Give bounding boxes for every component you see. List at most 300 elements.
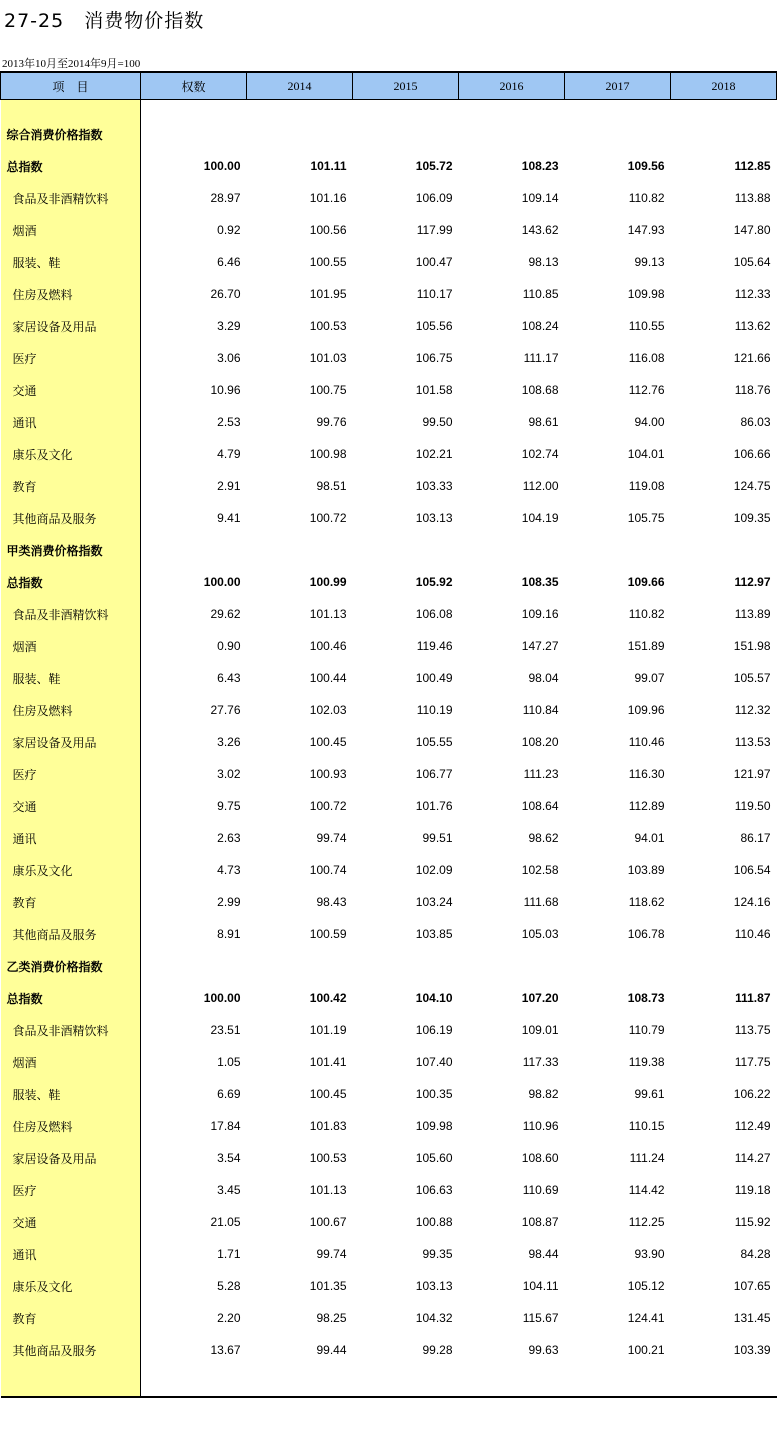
index-value: 101.13 [309,1183,347,1197]
empty-cell [671,950,777,982]
index-value: 100.93 [309,767,347,781]
empty-cell [459,1366,565,1397]
index-value: 99.28 [422,1343,453,1357]
index-value: 99.07 [634,671,665,685]
table-header-row [1,72,777,100]
index-value: 119.18 [734,1183,771,1197]
index-value: 106.78 [627,927,665,941]
weight-value: 6.46 [217,255,241,269]
table-row [1,310,777,342]
index-value: 98.44 [528,1247,559,1261]
index-value: 100.67 [309,1215,347,1229]
empty-cell [565,950,671,982]
index-value: 105.92 [415,575,453,589]
index-value: 147.27 [521,639,559,653]
table-row [1,374,777,406]
table-row [1,886,777,918]
weight-value: 3.29 [217,319,241,333]
index-value: 101.35 [309,1279,347,1293]
row-label: 总指数 [1,982,141,1014]
weight-value: 1.71 [217,1247,241,1261]
table-row [1,470,777,502]
index-value: 121.97 [733,767,771,781]
index-value: 110.15 [628,1119,665,1133]
table-row [1,1174,777,1206]
index-value: 101.13 [309,607,347,621]
weight-value: 3.45 [217,1183,241,1197]
index-value: 99.76 [316,415,347,429]
index-value: 93.90 [634,1247,665,1261]
table-row [1,1046,777,1078]
weight-value: 0.92 [217,223,241,237]
index-value: 98.43 [316,895,347,909]
index-value: 109.98 [415,1119,453,1133]
weight-value: 4.79 [217,447,241,461]
index-value: 99.44 [316,1343,347,1357]
row-label: 医疗 [1,342,141,374]
row-label: 其他商品及服务 [1,1334,141,1366]
header-item: 项 目 [1,72,141,100]
index-value: 118.76 [734,383,771,397]
empty-cell [141,118,247,150]
index-value: 106.22 [733,1087,771,1101]
row-label: 服装、鞋 [1,1078,141,1110]
index-value: 107.20 [521,991,559,1005]
header-weight: 权数 [141,72,247,100]
index-value: 103.13 [415,1279,453,1293]
index-value: 103.89 [627,863,665,877]
table-row [1,1334,777,1366]
index-value: 109.96 [627,703,665,717]
index-value: 106.77 [415,767,453,781]
index-value: 108.64 [521,799,559,813]
weight-value: 6.43 [217,671,241,685]
index-value: 99.35 [422,1247,453,1261]
row-label: 烟酒 [1,214,141,246]
table-row [1,822,777,854]
row-label: 烟酒 [1,630,141,662]
index-value: 99.74 [316,1247,347,1261]
row-label: 康乐及文化 [1,854,141,886]
index-value: 106.66 [733,447,771,461]
index-value: 124.41 [627,1311,665,1325]
weight-value: 8.91 [217,927,241,941]
index-value: 121.66 [733,351,771,365]
index-value: 110.19 [416,703,453,717]
empty-cell [671,534,777,566]
index-value: 112.33 [734,287,771,301]
empty-cell [141,100,247,119]
row-label: 住房及燃料 [1,278,141,310]
row-label: 总指数 [1,150,141,182]
row-label: 医疗 [1,758,141,790]
table-row [1,662,777,694]
index-value: 103.24 [415,895,453,909]
index-value: 98.13 [528,255,559,269]
index-value: 105.03 [521,927,559,941]
weight-value: 17.84 [210,1119,241,1133]
weight-value: 3.26 [217,735,241,749]
index-value: 111.17 [523,351,559,365]
index-value: 113.88 [734,191,771,205]
weight-value: 9.75 [217,799,241,813]
row-label: 康乐及文化 [1,438,141,470]
index-value: 110.79 [628,1023,665,1037]
index-value: 101.16 [309,191,347,205]
row-label: 通讯 [1,406,141,438]
section-title: 甲类消费价格指数 [1,534,141,566]
index-value: 86.03 [740,415,771,429]
empty-cell [459,534,565,566]
empty-cell [459,950,565,982]
table-row [1,1110,777,1142]
index-value: 98.51 [316,479,347,493]
index-value: 86.17 [740,831,771,845]
weight-value: 5.28 [217,1279,241,1293]
index-value: 84.28 [740,1247,771,1261]
index-value: 108.24 [521,319,559,333]
empty-cell [141,534,247,566]
row-label: 交通 [1,1206,141,1238]
index-value: 106.09 [415,191,453,205]
index-value: 105.55 [415,735,453,749]
index-value: 99.74 [316,831,347,845]
empty-cell [141,1366,247,1397]
index-value: 119.08 [628,479,665,493]
row-label: 住房及燃料 [1,1110,141,1142]
index-value: 100.74 [309,863,347,877]
row-label: 医疗 [1,1174,141,1206]
index-value: 114.42 [628,1183,665,1197]
table-row [1,758,777,790]
row-label: 家居设备及用品 [1,1142,141,1174]
row-label: 交通 [1,790,141,822]
index-value: 119.38 [628,1055,665,1069]
total-row [1,982,777,1014]
table-row [1,1270,777,1302]
index-value: 100.21 [627,1343,665,1357]
index-value: 115.92 [734,1215,771,1229]
index-value: 111.23 [523,767,559,781]
row-label: 食品及非酒精饮料 [1,182,141,214]
index-value: 110.82 [628,607,665,621]
index-value: 107.65 [733,1279,771,1293]
index-value: 100.72 [309,511,347,525]
empty-cell [247,1366,353,1397]
index-value: 108.68 [521,383,559,397]
index-value: 98.61 [528,415,559,429]
table-row [1,278,777,310]
index-value: 101.76 [415,799,453,813]
empty-cell [459,100,565,119]
index-value: 109.66 [627,575,665,589]
index-value: 119.46 [416,639,453,653]
empty-cell [565,118,671,150]
index-value: 105.75 [627,511,665,525]
index-value: 94.00 [634,415,665,429]
index-value: 143.62 [521,223,559,237]
empty-cell [459,118,565,150]
index-value: 147.80 [733,223,771,237]
index-value: 115.67 [522,1311,559,1325]
index-value: 110.69 [522,1183,559,1197]
row-label: 通讯 [1,822,141,854]
index-value: 113.53 [734,735,771,749]
index-value: 102.58 [521,863,559,877]
index-value: 101.58 [415,383,453,397]
index-value: 110.84 [522,703,559,717]
row-label: 家居设备及用品 [1,310,141,342]
index-value: 106.08 [415,607,453,621]
index-value: 103.13 [415,511,453,525]
weight-value: 2.99 [217,895,241,909]
index-value: 117.75 [734,1055,771,1069]
weight-value: 2.53 [217,415,241,429]
weight-value: 28.97 [210,191,241,205]
index-value: 111.68 [523,895,559,909]
index-value: 124.16 [733,895,771,909]
index-value: 117.33 [522,1055,559,1069]
index-value: 101.83 [309,1119,347,1133]
empty-cell [671,118,777,150]
index-value: 151.89 [627,639,665,653]
table-row [1,1078,777,1110]
weight-value: 2.91 [217,479,241,493]
weight-value: 3.54 [217,1151,241,1165]
index-value: 102.09 [415,863,453,877]
index-value: 112.97 [734,575,771,589]
index-value: 105.57 [733,671,771,685]
table-row [1,214,777,246]
index-value: 100.35 [415,1087,453,1101]
index-value: 100.88 [415,1215,453,1229]
weight-value: 2.63 [217,831,241,845]
index-value: 103.85 [415,927,453,941]
index-value: 104.10 [415,991,453,1005]
index-value: 106.63 [415,1183,453,1197]
table-row [1,1238,777,1270]
index-value: 101.19 [309,1023,347,1037]
index-value: 112.85 [734,159,771,173]
index-value: 99.13 [634,255,665,269]
index-value: 110.46 [628,735,665,749]
index-value: 114.27 [734,1151,771,1165]
index-value: 99.51 [422,831,453,845]
table-row [1,694,777,726]
index-value: 110.96 [522,1119,559,1133]
table-body [1,100,777,1398]
index-value: 100.44 [309,671,347,685]
index-value: 107.40 [415,1055,453,1069]
index-value: 113.89 [734,607,771,621]
index-value: 109.16 [521,607,559,621]
index-value: 100.56 [309,223,347,237]
row-label: 总指数 [1,566,141,598]
index-value: 106.75 [415,351,453,365]
index-value: 105.60 [415,1151,453,1165]
header-year-2016: 2016 [459,72,565,100]
index-value: 99.61 [634,1087,665,1101]
index-value: 100.98 [309,447,347,461]
index-value: 108.87 [521,1215,559,1229]
index-value: 100.53 [309,319,347,333]
index-value: 100.72 [309,799,347,813]
row-label: 食品及非酒精饮料 [1,598,141,630]
index-value: 112.32 [734,703,771,717]
index-value: 105.56 [415,319,453,333]
index-value: 108.73 [627,991,665,1005]
row-label: 食品及非酒精饮料 [1,1014,141,1046]
index-value: 110.17 [416,287,453,301]
weight-value: 1.05 [217,1055,241,1069]
weight-value: 10.96 [210,383,241,397]
empty-cell [247,534,353,566]
table-row [1,854,777,886]
row-label: 康乐及文化 [1,1270,141,1302]
index-value: 106.54 [733,863,771,877]
section-title: 乙类消费价格指数 [1,950,141,982]
index-value: 110.46 [734,927,771,941]
row-label: 服装、鞋 [1,662,141,694]
index-value: 98.25 [316,1311,347,1325]
cpi-table [0,71,777,1398]
empty-cell [565,100,671,119]
weight-value: 3.06 [217,351,241,365]
empty-cell [247,950,353,982]
index-value: 110.55 [628,319,665,333]
table-row [1,406,777,438]
empty-cell [247,118,353,150]
table-row [1,1302,777,1334]
section-header-row [1,534,777,566]
index-value: 119.50 [734,799,771,813]
index-value: 112.25 [628,1215,665,1229]
index-value: 116.30 [628,767,665,781]
index-value: 94.01 [634,831,665,845]
index-value: 109.56 [627,159,665,173]
row-label: 其他商品及服务 [1,502,141,534]
table-row [1,598,777,630]
section-header-row [1,118,777,150]
index-value: 98.82 [528,1087,559,1101]
index-value: 102.74 [521,447,559,461]
row-label: 服装、鞋 [1,246,141,278]
page-title: 27-25 消费物价指数 [4,10,205,32]
section-title: 综合消费价格指数 [1,118,141,150]
total-row [1,150,777,182]
index-value: 113.62 [734,319,771,333]
row-label: 烟酒 [1,1046,141,1078]
weight-value: 13.67 [210,1343,241,1357]
weight-value: 2.20 [217,1311,241,1325]
index-value: 105.72 [415,159,453,173]
total-row [1,566,777,598]
weight-value: 26.70 [210,287,241,301]
index-value: 108.60 [521,1151,559,1165]
index-value: 104.32 [415,1311,453,1325]
table-row [1,438,777,470]
index-value: 100.45 [309,735,347,749]
row-label: 其他商品及服务 [1,918,141,950]
label-cell [1,100,141,119]
table-row [1,342,777,374]
index-value: 105.12 [627,1279,665,1293]
weight-value: 100.00 [203,575,241,589]
empty-cell [247,100,353,119]
index-value: 104.11 [522,1279,559,1293]
index-value: 104.19 [521,511,559,525]
index-value: 98.62 [528,831,559,845]
row-label: 家居设备及用品 [1,726,141,758]
index-value: 104.01 [627,447,665,461]
header-year-2017: 2017 [565,72,671,100]
empty-cell [353,950,459,982]
row-label: 教育 [1,470,141,502]
index-value: 105.64 [733,255,771,269]
empty-cell [141,950,247,982]
weight-value: 3.02 [217,767,241,781]
index-value: 100.55 [309,255,347,269]
weight-value: 100.00 [203,159,241,173]
weight-value: 4.73 [217,863,241,877]
index-value: 113.75 [734,1023,771,1037]
index-value: 100.53 [309,1151,347,1165]
index-value: 147.93 [627,223,665,237]
header-year-2014: 2014 [247,72,353,100]
index-value: 99.63 [528,1343,559,1357]
table-row [1,918,777,950]
table-row [1,182,777,214]
index-value: 102.21 [415,447,453,461]
index-value: 100.46 [309,639,347,653]
row-label: 住房及燃料 [1,694,141,726]
table-row [1,1014,777,1046]
weight-value: 21.05 [210,1215,241,1229]
table-row [1,246,777,278]
table-row [1,1206,777,1238]
table-row [1,726,777,758]
index-value: 100.59 [309,927,347,941]
index-value: 109.14 [521,191,559,205]
index-value: 103.39 [733,1343,771,1357]
index-value: 108.23 [521,159,559,173]
index-value: 111.87 [735,991,771,1005]
weight-value: 6.69 [217,1087,241,1101]
index-value: 101.11 [310,159,347,173]
index-value: 100.42 [309,991,347,1005]
weight-value: 100.00 [203,991,241,1005]
index-value: 101.95 [309,287,347,301]
index-value: 108.35 [521,575,559,589]
cpi-table-container [0,71,777,1398]
index-value: 100.45 [309,1087,347,1101]
index-value: 110.85 [522,287,559,301]
index-value: 118.62 [628,895,665,909]
index-value: 100.49 [415,671,453,685]
index-value: 112.00 [522,479,559,493]
index-value: 102.03 [309,703,347,717]
label-cell [1,1366,141,1397]
index-value: 101.03 [309,351,347,365]
table-row [1,630,777,662]
index-value: 112.49 [734,1119,771,1133]
header-year-2015: 2015 [353,72,459,100]
table-bottom-row [1,1366,777,1397]
empty-cell [565,534,671,566]
empty-cell [671,1366,777,1397]
empty-cell [353,1366,459,1397]
index-value: 151.98 [733,639,771,653]
